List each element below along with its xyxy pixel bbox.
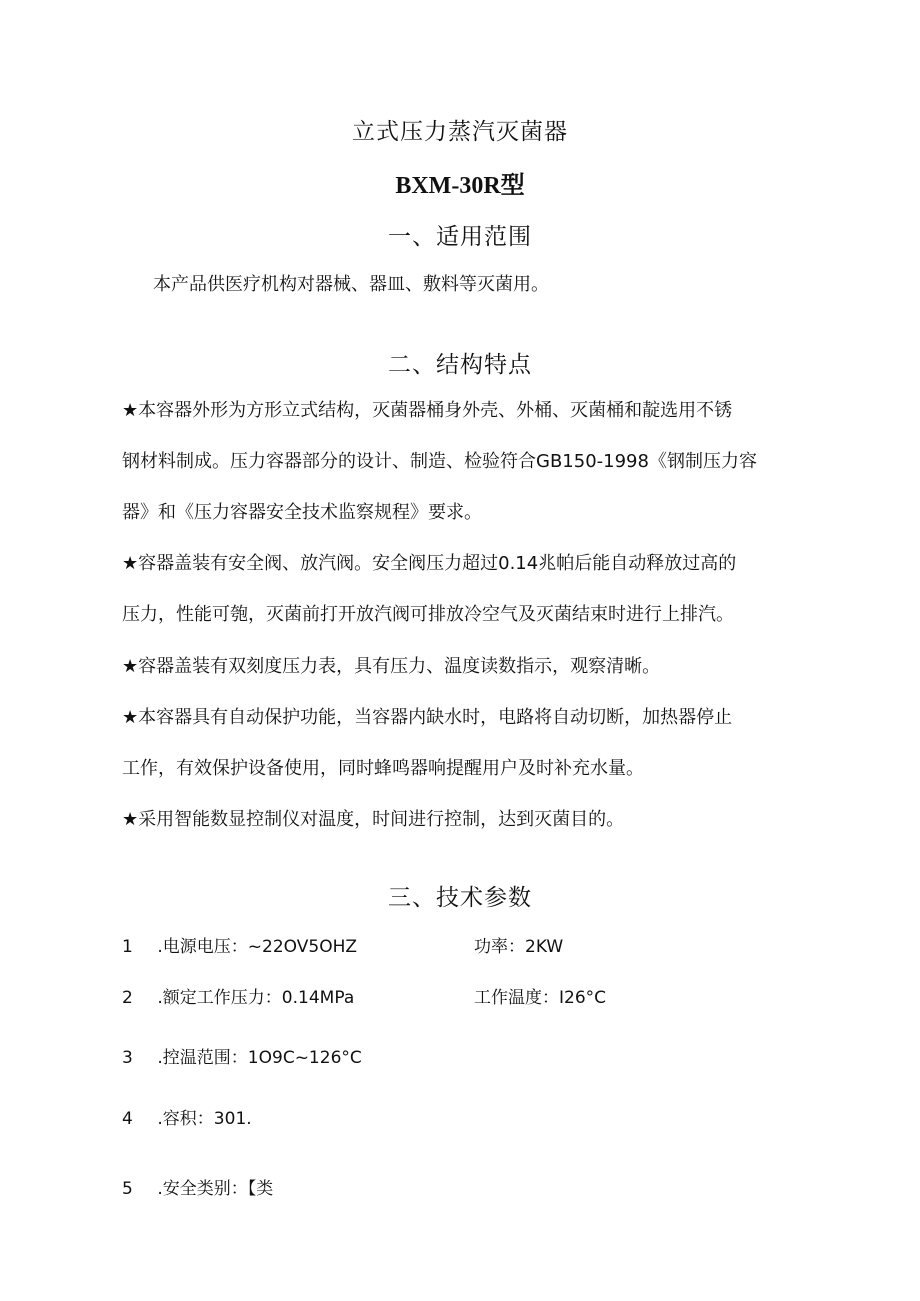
spec-number: 3 <box>122 1048 133 1068</box>
feature-item <box>122 538 812 640</box>
spec-label: .额定工作压力：0.14MPa <box>157 988 355 1008</box>
feature-line: ★本容器具有自动保护功能，当容器内缺水时，电路将自动切断，加热器停止 <box>122 707 733 728</box>
feature-line: 工作，有效保护设备使用，同时蜂鸣器响提醒用户及时补充水量。 <box>122 758 644 779</box>
feature-line: ★容器盖装有双刻度压力表，具有压力、温度读数指示，观察清晰。 <box>122 656 661 677</box>
spec-label: .容积：301. <box>157 1109 252 1129</box>
spec-row <box>122 985 354 1011</box>
spec-row <box>122 934 357 960</box>
spec-right-value: 工作温度：I26°C <box>474 988 607 1008</box>
model-number: BXM-30R型 <box>395 173 525 199</box>
feature-line: ★本容器外形为方形立式结构，灭菌器桶身外壳、外桶、灭菌桶和靛选用不锈 <box>122 400 733 421</box>
spec-number: 2 <box>122 988 133 1008</box>
section-heading-scope: 一、适用范围 <box>388 224 532 250</box>
feature-line: 压力，性能可匏，灭菌前打开放汽阀可排放冷空气及灭菌结束时进行上排汽。 <box>122 604 734 625</box>
feature-item <box>122 794 812 845</box>
feature-line: 器》和《压力容器安全技术监察规程》要求。 <box>122 502 482 523</box>
feature-item <box>122 385 812 538</box>
scope-text: 本产品供医疗机构对器械、器皿、敷料等灭菌用。 <box>153 274 549 295</box>
section-heading-features: 二、结构特点 <box>388 352 532 378</box>
spec-label: .控温范围：1O9C~126°C <box>157 1048 362 1068</box>
feature-line: 钢材料制成。压力容器部分的设计、制造、检验符合GB150-1998《钢制压力容 <box>122 451 757 472</box>
spec-number: 5 <box>122 1179 133 1199</box>
spec-label: .电源电压：~22OV5OHZ <box>157 937 358 957</box>
feature-item <box>122 641 812 692</box>
section-heading-specs: 三、技术参数 <box>388 885 532 911</box>
spec-label: .安全类别：【类 <box>157 1179 274 1199</box>
feature-line: ★采用智能数显控制仪对温度，时间进行控制，达到灭菌目的。 <box>122 809 625 830</box>
document-title: 立式压力蒸汽灭菌器 <box>352 119 568 145</box>
spec-row <box>122 1106 252 1132</box>
spec-row <box>122 1045 362 1071</box>
spec-number: 1 <box>122 937 133 957</box>
spec-row <box>122 1176 273 1202</box>
spec-right-value: 功率：2KW <box>474 937 564 957</box>
spec-number: 4 <box>122 1109 133 1129</box>
feature-item <box>122 692 812 794</box>
feature-line: ★容器盖装有安全阀、放汽阀。安全阀压力超过0.14兆帕后能自动释放过高的 <box>122 553 737 574</box>
